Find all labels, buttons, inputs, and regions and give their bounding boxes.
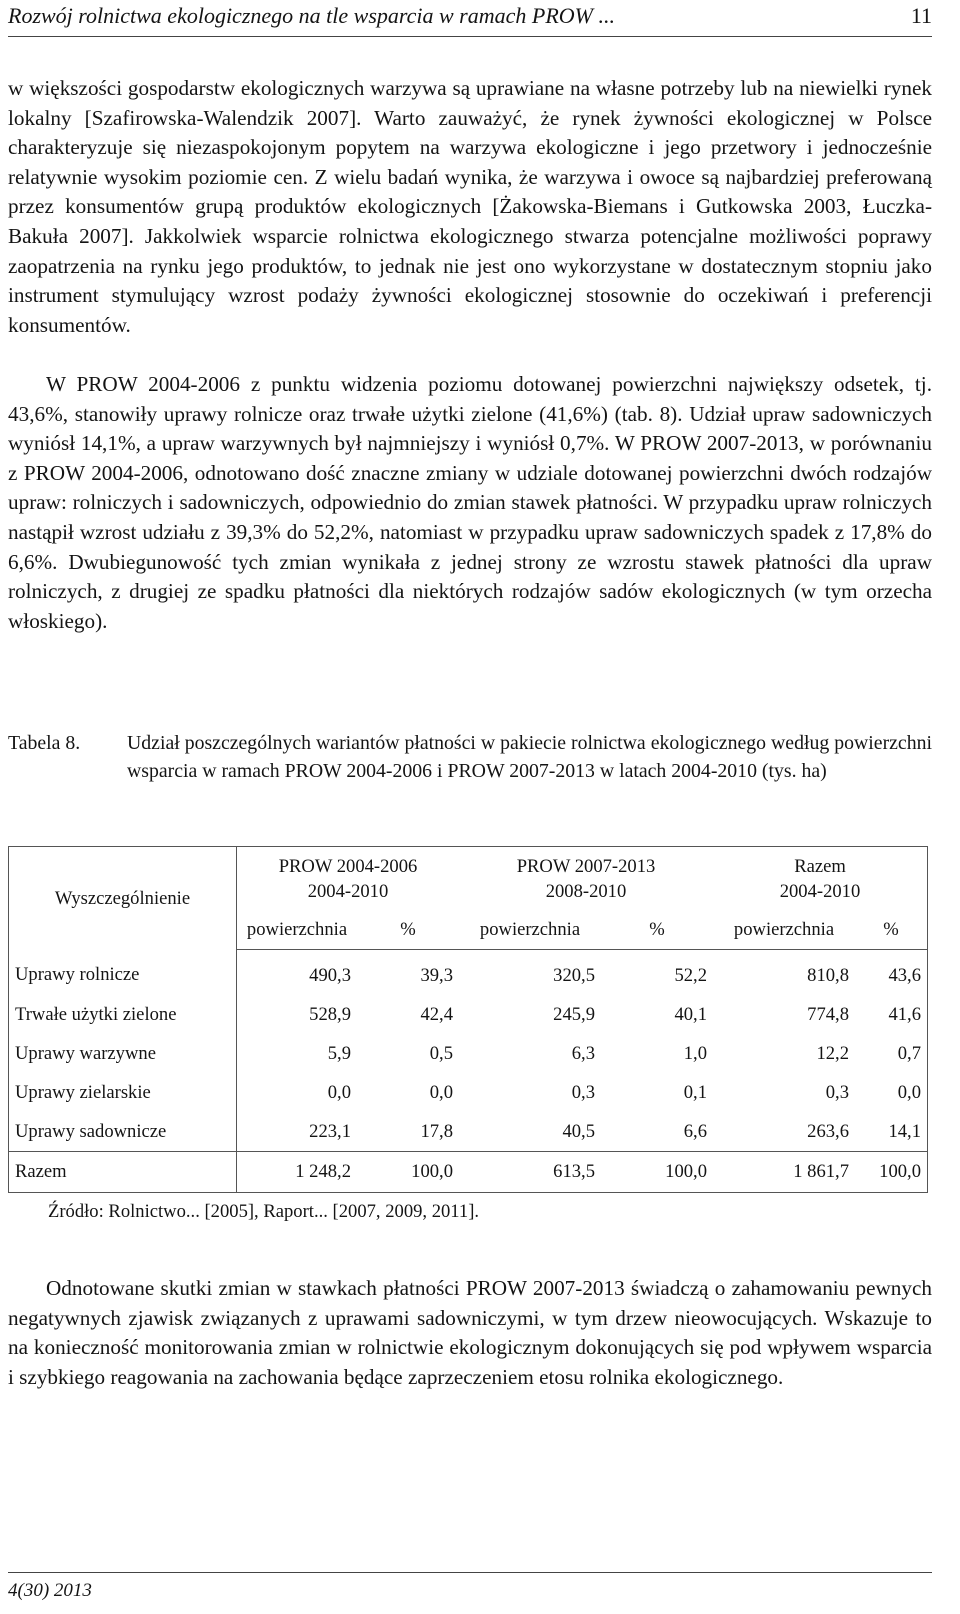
paragraph-3-text: Odnotowane skutki zmian w stawkach płatności PROW 2007-2013 świadczą o zahamowaniu pewnych negatywnych zjawisk związanych z uprawami sadowniczymi, w tym drzew nieowocujących. Wskazuje to na konieczność monitorowania zmian w rolnictwie ekologicznym dokonujących się pod wpływem wsparcia i szybkiego reagowania na zachowania będące zaprzeczeniem etosu rolnika ekologicznego. (8, 1276, 932, 1389)
column-label-header: Wyszczególnienie (9, 847, 237, 950)
group-header-prow-2004-2006 (237, 847, 460, 912)
table-row (9, 1073, 928, 1112)
group-header-line2: 2008-2010 (545, 881, 627, 902)
row-label: Uprawy rolnicze (9, 950, 237, 996)
running-title: Rozwój rolnictwa ekologicznego na tle wsparcia w ramach PROW ... (8, 3, 615, 28)
cell-value: 0,0 (327, 1081, 351, 1103)
cell-value: 245,9 (553, 1003, 595, 1025)
table-row (9, 1034, 928, 1073)
cell-value: 17,8 (420, 1120, 453, 1142)
group-header-prow-2007-2013 (459, 847, 713, 912)
cell-value: 810,8 (807, 964, 849, 986)
footer-issue: 4(30) 2013 (8, 1580, 92, 1601)
table-caption-text: Udział poszczególnych wariantów płatności w pakiecie rolnictwa ekologicznego według powierzchni wsparcia w ramach PROW 2004-2006 i PROW 2007-2013 w latach 2004-2010 (tys. ha) (127, 732, 932, 782)
table-caption (8, 730, 932, 785)
table-row (9, 950, 928, 996)
paragraph-2-text: W PROW 2004-2006 z punktu widzenia poziomu dotowanej powierzchni największy odsetek, tj. 43,6%, stanowiły uprawy rolnicze oraz trwałe użytki zielone (41,6%) (tab. 8). Udział upraw sadowniczych wyniósł 14,1%, a upraw warzywnych był najmniejszy i wyniósł 0,7%. W PROW 2007-2013, w porównaniu z PROW 2004-2006, odnotowano dość znaczne zmiany w udziale dotowanej powierzchni dwóch rodzajów upraw: rolniczych i sadowniczych, odpowiednio do zmian stawek płatności. W przypadku upraw rolniczych nastąpił wzrost udziału z 39,3% do 52,2%, natomiast w przypadku upraw sadowniczych spadek z 17,8% do 6,6%. Dwubiegunowość tych zmian wynikała z jednej strony ze wzrostu stawek płatności dla upraw rolniczych, z drugiej ze spadku płatności dla niektórych rodzajów sadów ekologicznych (w tym orzecha włoskiego). (8, 372, 932, 633)
cell-value: 0,0 (897, 1081, 921, 1103)
group-header-razem (713, 847, 928, 912)
table-row (9, 1112, 928, 1152)
cell-value: 100,0 (357, 1152, 459, 1193)
cell-value: 14,1 (888, 1120, 921, 1142)
cell-value: 613,5 (459, 1152, 601, 1193)
cell-value: 6,6 (683, 1120, 707, 1142)
cell-value: 1 248,2 (237, 1152, 358, 1193)
running-header (8, 0, 932, 37)
subheader-percent: % (601, 911, 713, 950)
cell-value: 490,3 (309, 964, 351, 986)
cell-value: 42,4 (420, 1003, 453, 1025)
cell-value: 0,7 (897, 1042, 921, 1064)
subheader-area: powierzchnia (237, 911, 358, 950)
paragraph-2 (8, 370, 932, 636)
table-row (9, 995, 928, 1034)
cell-value: 5,9 (327, 1042, 351, 1064)
cell-value: 43,6 (888, 964, 921, 986)
cell-value: 0,3 (571, 1081, 595, 1103)
group-header-line1: PROW 2004-2006 (278, 856, 418, 877)
cell-value: 263,6 (807, 1120, 849, 1142)
table-caption-label: Tabela 8. (8, 732, 81, 754)
cell-value: 320,5 (553, 964, 595, 986)
cell-value: 528,9 (309, 1003, 351, 1025)
group-header-line1: PROW 2007-2013 (516, 856, 656, 877)
page-number: 11 (910, 3, 932, 28)
table-header-row (9, 847, 928, 912)
cell-value: 0,5 (429, 1042, 453, 1064)
group-header-line2: 2004-2010 (307, 881, 389, 902)
subheader-percent: % (855, 911, 928, 950)
group-header-line1: Razem (794, 856, 846, 877)
data-table (8, 846, 928, 1193)
cell-value: 12,2 (816, 1042, 849, 1064)
subheader-area: powierzchnia (459, 911, 601, 950)
group-header-line2: 2004-2010 (779, 881, 861, 902)
cell-value: 1 861,7 (713, 1152, 855, 1193)
paragraph-3 (8, 1274, 932, 1392)
cell-value: 100,0 (855, 1152, 928, 1193)
cell-value: 52,2 (674, 964, 707, 986)
cell-value: 40,1 (674, 1003, 707, 1025)
subheader-percent: % (357, 911, 459, 950)
cell-value: 39,3 (420, 964, 453, 986)
row-label: Razem (9, 1152, 237, 1193)
cell-value: 40,5 (562, 1120, 595, 1142)
row-label: Uprawy warzywne (9, 1034, 237, 1073)
table-total-row (9, 1152, 928, 1193)
row-label: Uprawy sadownicze (9, 1112, 237, 1152)
subheader-area: powierzchnia (713, 911, 855, 950)
cell-value: 223,1 (309, 1120, 351, 1142)
cell-value: 1,0 (683, 1042, 707, 1064)
table-source: Źródło: Rolnictwo... [2005], Raport... [2007, 2009, 2011]. (48, 1201, 480, 1222)
cell-value: 41,6 (888, 1003, 921, 1025)
cell-value: 774,8 (807, 1003, 849, 1025)
cell-value: 6,3 (571, 1042, 595, 1064)
footer-divider (8, 1572, 932, 1573)
row-label: Uprawy zielarskie (9, 1073, 237, 1112)
cell-value: 100,0 (601, 1152, 713, 1193)
row-label: Trwałe użytki zielone (9, 995, 237, 1034)
paragraph-1: w większości gospodarstw ekologicznych warzywa są uprawiane na własne potrzeby lub na niewielki rynek lokalny [Szafirowska-Walendzik 2007]. Warto zauważyć, że rynek żywności ekologicznej w Polsce charakteryzuje się niezaspokojonym popytem na warzywa ekologiczne i jego przetwory i jednocześnie relatywnie wysokim poziomie cen. Z wielu badań wynika, że warzywa i owoce są najbardziej preferowaną przez konsumentów grupą produktów ekologicznych [Żakowska-Biemans i Gutkowska 2003, Łuczka-Bakuła 2007]. Jakkolwiek wsparcie rolnictwa ekologicznego stwarza potencjalne możliwości poprawy zaopatrzenia na rynku jego produktów, to jednak nie jest ono wykorzystane w dostatecznym stopniu jako instrument stymulujący wzrost podaży żywności ekologicznej stosownie do oczekiwań i preferencji konsumentów. (8, 76, 932, 337)
cell-value: 0,3 (825, 1081, 849, 1103)
cell-value: 0,1 (683, 1081, 707, 1103)
cell-value: 0,0 (429, 1081, 453, 1103)
